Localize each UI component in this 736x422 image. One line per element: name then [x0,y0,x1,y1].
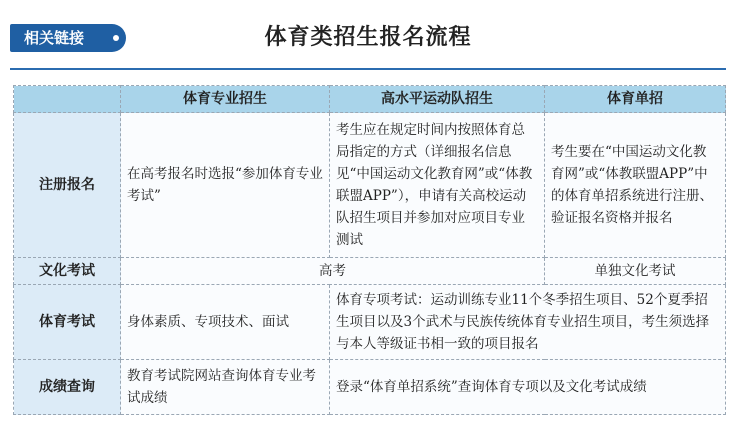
cell-culture-exam-single: 单独文化考试 [545,258,726,285]
cell-registration-major: 在高考报名时选报“参加体育专业考试” [121,113,330,258]
header-corner [14,86,121,113]
table-header-row [14,86,726,113]
cell-registration-team: 考生应在规定时间内按照体育总局指定的方式（详细报名信息见“中国运动文化教育网”或“体教联盟APP”），申请有关高校运动队招生项目并参加对应项目专业测试 [330,113,545,258]
row-label-culture-exam: 文化考试 [14,258,121,285]
cell-score-query-major: 教育考试院网站查询体育专业考试成绩 [121,360,330,415]
table-row [14,285,726,360]
cell-culture-exam-gaokao: 高考 [121,258,545,285]
cell-score-query-single: 登录“体育单招系统”查询体育专项以及文化考试成绩 [330,360,726,415]
related-links-label: 相关链接 [24,29,85,47]
cell-registration-single: 考生要在“中国运动文化教育网”或“体教联盟APP”中的体育单招系统进行注册、验证报名资格并报名 [545,113,726,258]
page-title: 体育类招生报名流程 [264,25,472,50]
header-high-level-team: 高水平运动队招生 [330,86,545,113]
table-row [14,258,726,285]
cell-sports-exam-specialty: 体育专项考试：运动训练专业11个冬季招生项目、52个夏季招生项目以及3个武术与民族传统体育专业招生项目，考生须选择与本人等级证书相一致的项目报名 [330,285,726,360]
table-row [14,360,726,415]
title-divider [10,68,726,70]
row-label-registration: 注册报名 [14,113,121,258]
cell-sports-exam-major: 身体素质、专项技术、面试 [121,285,330,360]
enrollment-process-table [13,85,726,415]
table-row [14,113,726,258]
header-sports-single: 体育单招 [545,86,726,113]
header-sports-major: 体育专业招生 [121,86,330,113]
row-label-score-query: 成绩查询 [14,360,121,415]
row-label-sports-exam: 体育考试 [14,285,121,360]
